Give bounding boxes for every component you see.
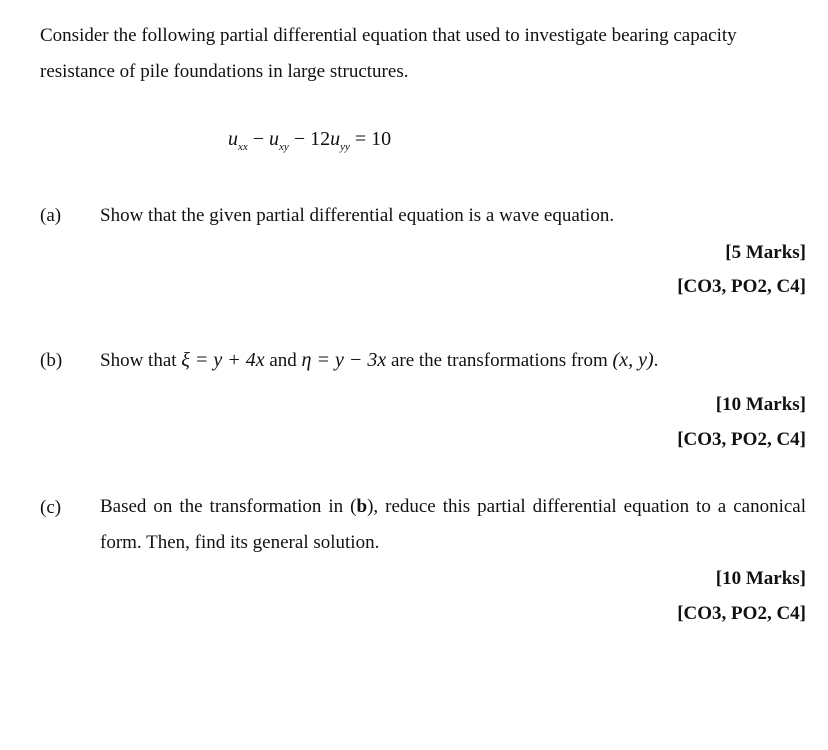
part-a-marks: [5 Marks] [725, 242, 806, 263]
intro-paragraph: Consider the following partial differential equation that used to investigate bearing capacity resistance of pile foundations in large structures. [40, 25, 737, 82]
part-b-text-1: Show that [100, 350, 182, 371]
part-b-math-xy: (x, y) [612, 349, 654, 371]
eq-sub-1: xx [238, 141, 248, 153]
part-c-bold: b [356, 496, 368, 517]
part-b-math-xi: ξ = y + 4x [181, 349, 265, 371]
eq-op-2: − 12 [288, 128, 331, 150]
part-c-text-1: Based on the transformation in ( [100, 496, 357, 517]
part-b-codes: [CO3, PO2, C4] [677, 429, 806, 450]
part-b-text-4: . [653, 350, 659, 371]
eq-sub-2: xy [279, 141, 289, 153]
part-b-text-2: and [264, 350, 302, 371]
part-c-codes: [CO3, PO2, C4] [677, 603, 806, 624]
part-a-label: (a) [40, 205, 62, 226]
part-b-text-3: are the transformations from [386, 350, 613, 371]
part-b-text [100, 348, 806, 373]
eq-term-1: u [228, 128, 238, 150]
eq-op-1: − [247, 128, 270, 150]
part-a-codes: [CO3, PO2, C4] [677, 276, 806, 297]
part-b-math-eta: η = y − 3x [301, 349, 387, 371]
part-c-marks: [10 Marks] [715, 568, 806, 589]
eq-rhs: = 10 [349, 128, 392, 150]
part-c-text [100, 489, 806, 561]
pde-equation [228, 128, 391, 153]
part-b-marks: [10 Marks] [715, 394, 806, 415]
part-c-text-2: ), reduce this partial differential equation to a canonical form. Then, find its general solution. [100, 496, 807, 553]
part-c-label: (c) [40, 497, 62, 518]
eq-term-2: u [269, 128, 280, 150]
eq-term-3: u [330, 128, 341, 150]
eq-sub-3: yy [340, 141, 350, 153]
part-a-text: Show that the given partial differential equation is a wave equation. [100, 205, 615, 226]
part-b-label: (b) [40, 350, 63, 371]
